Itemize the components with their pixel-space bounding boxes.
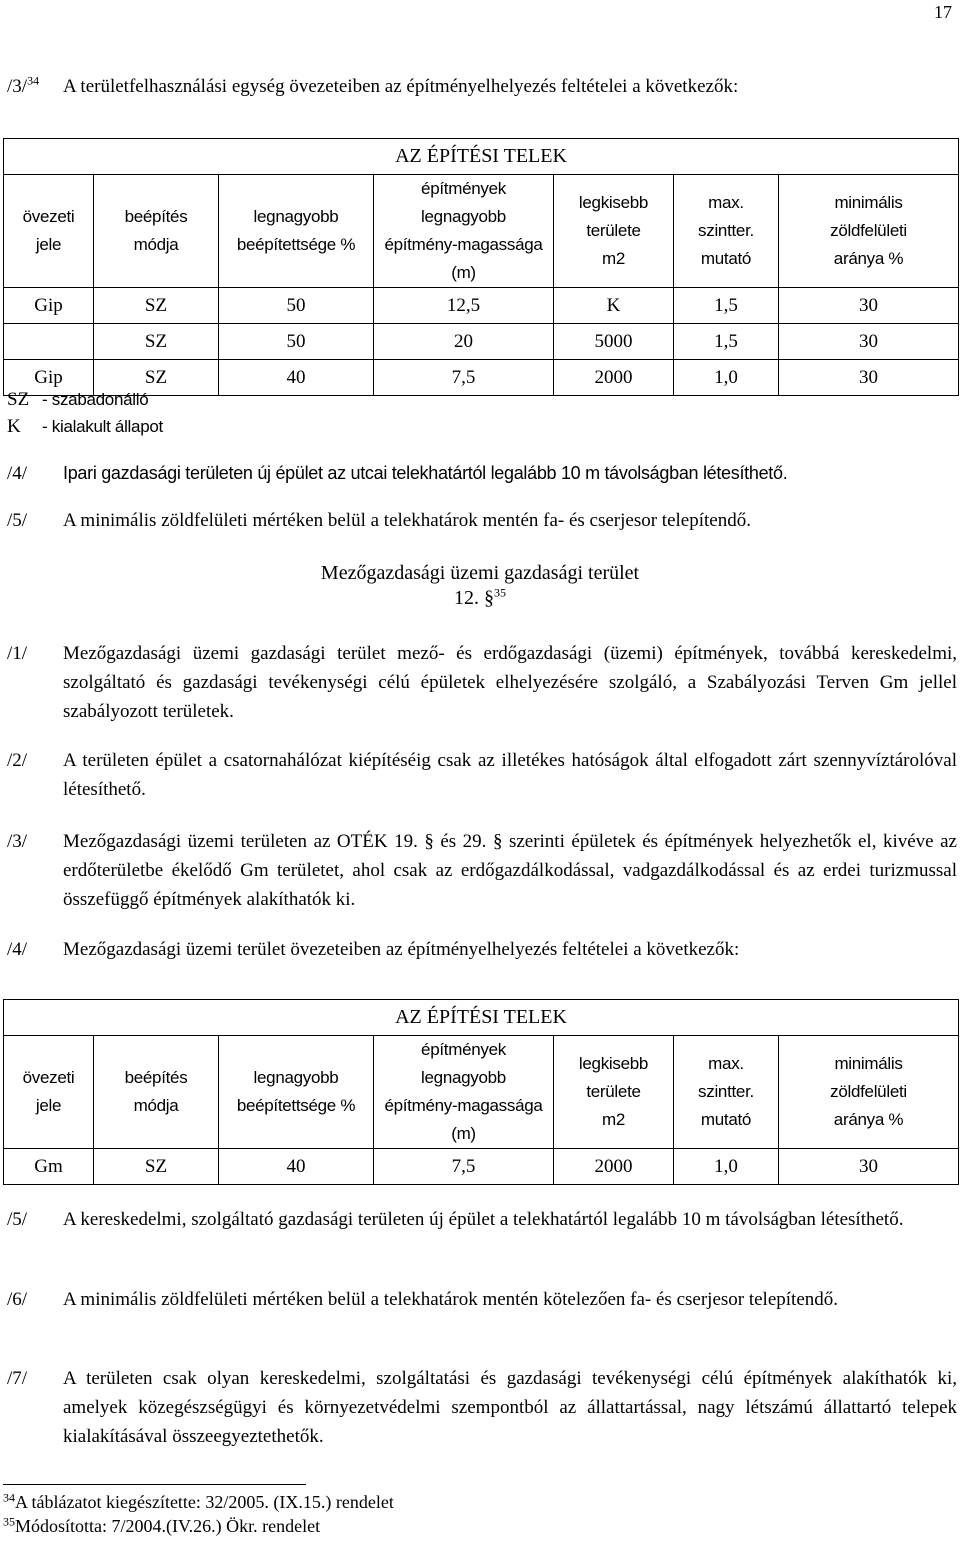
cell-height: 7,5 [374, 1149, 554, 1185]
section-title: Mezőgazdasági üzemi gazdasági terület [320, 562, 640, 584]
section-paragraph-number: 12. §$^{35}$ [454, 585, 506, 609]
section-paragraph-6 [7, 1285, 957, 1314]
paragraph-text: A területen csak olyan kereskedelmi, szolgáltatási és gazdasági tevékenységi célú építmények alakíthatók ki, amelyek közegészségügyi és környezetvédelmi szempontból az állattartással, nagy létszámú állattartó telepek kialakításával összeegyeztethetők. [63, 1368, 957, 1447]
table-row [4, 324, 959, 360]
header-ovezeti-jele: övezeti jele [4, 175, 94, 288]
paragraph-text: A minimális zöldfelületi mértéken belül a telekhatárok mentén kötelezően fa- és cserjesor telepítendő. [63, 1289, 839, 1310]
cell-green: 30 [779, 324, 959, 360]
cell-coverage: 50 [219, 288, 374, 324]
section-paragraph-1 [7, 639, 957, 726]
section-paragraph-5 [7, 1205, 957, 1234]
cell-area: 2000 [554, 360, 674, 396]
footnote-35: $^{35}$Módosította: 7/2004.(IV.26.) Ökr. rendelet [3, 1514, 321, 1536]
cell-height: 20 [374, 324, 554, 360]
header-telekterulet: legkisebb területe m2 [554, 175, 674, 288]
table-row [4, 1149, 959, 1185]
cell-mode: SZ [94, 288, 219, 324]
section-paragraph-7 [7, 1364, 957, 1451]
paragraph-text: A minimális zöldfelületi mértéken belül a telekhatárok mentén fa- és cserjesor telepítendő. [63, 510, 751, 531]
header-telekterulet: legkisebb területe m2 [554, 1036, 674, 1149]
table-title: AZ ÉPÍTÉSI TELEK [4, 139, 959, 175]
paragraph-text: A területfelhasználási egység övezeteiben az építményelhelyezés feltételei a következők: [63, 76, 739, 97]
section-paragraph-2 [7, 746, 957, 804]
cell-mode: SZ [94, 360, 219, 396]
cell-area: 5000 [554, 324, 674, 360]
cell-coverage: 40 [219, 1149, 374, 1185]
footnote-separator [3, 1484, 306, 1485]
cell-ratio: 1,0 [674, 1149, 779, 1185]
cell-zone: Gm [4, 1149, 94, 1185]
paragraph-number: /2/ [7, 750, 28, 771]
cell-coverage: 50 [219, 324, 374, 360]
paragraph-3 [7, 72, 957, 101]
header-epitmenymagassag: építmények legnagyobb építmény-magassága (m) [374, 1036, 554, 1149]
cell-ratio: 1,5 [674, 288, 779, 324]
cell-area: 2000 [554, 1149, 674, 1185]
cell-ratio: 1,0 [674, 360, 779, 396]
cell-zone [4, 324, 94, 360]
paragraph-5 [7, 506, 957, 535]
paragraph-number: /5/ [7, 510, 28, 531]
paragraph-text: Mezőgazdasági üzemi terület övezeteiben az építményelhelyezés feltételei a következők: [63, 939, 740, 960]
header-beepitettseg: legnagyobb beépítettsége % [219, 175, 374, 288]
paragraph-number: /5/ [7, 1209, 28, 1230]
header-szintterulet: max. szintter. mutató [674, 1036, 779, 1149]
table-title: AZ ÉPÍTÉSI TELEK [4, 1000, 959, 1036]
paragraph-number: /4/ [7, 463, 28, 484]
cell-green: 30 [779, 360, 959, 396]
footnote-ref-35[interactable]: 35 [494, 585, 506, 600]
paragraph-text: A kereskedelmi, szolgáltató gazdasági területen új épület a telekhatártól legalább 10 m távolságban létesíthető. [63, 1209, 904, 1230]
table-legend [7, 386, 163, 440]
cell-area: K [554, 288, 674, 324]
legend-item: SZ - szabadonálló [7, 389, 149, 410]
cell-coverage: 40 [219, 360, 374, 396]
paragraph-number: /4/ [7, 939, 28, 960]
paragraph-number: /7/ [7, 1368, 28, 1389]
cell-zone: Gip [4, 288, 94, 324]
header-beepites-modja: beépítés módja [94, 175, 219, 288]
header-epitmenymagassag: építmények legnagyobb építmény-magassága (m) [374, 175, 554, 288]
building-conditions-table-2 [3, 999, 959, 1185]
paragraph-text: Mezőgazdasági üzemi területen az OTÉK 19. § és 29. § szerinti épületek és építmények helyezhetők el, kivéve az erdőterületbe ékelődő Gm területet, ahol csak az erdőgazdálkodással, vadgazdálkodással és az erdei turizmussal összefüggő építmények alakíthatók ki. [63, 831, 957, 910]
header-ovezeti-jele: övezeti jele [4, 1036, 94, 1149]
cell-mode: SZ [94, 1149, 219, 1185]
table-row [4, 288, 959, 324]
section-paragraph-3 [7, 827, 957, 914]
section-paragraph-4 [7, 935, 957, 964]
legend-item: K - kialakult állapot [7, 416, 163, 437]
paragraph-number: /6/ [7, 1289, 28, 1310]
paragraph-number: /3/ [7, 831, 28, 852]
building-conditions-table-1 [3, 138, 959, 396]
paragraph-text: Ipari gazdasági területen új épület az utcai telekhatártól legalább 10 m távolságban létesíthető. [63, 463, 788, 483]
paragraph-text: Mezőgazdasági üzemi gazdasági terület mező- és erdőgazdasági (üzemi) építmények, továbbá kereskedelmi, szolgáltató és gazdasági tevékenységi célú épületek elhelyezésére szolgáló, a Szabályozási Terven Gm jellel szabályozott területek. [63, 643, 957, 722]
paragraph-number: /3/ [7, 76, 28, 97]
header-zoldfelulet: minimális zöldfelületi aránya % [779, 175, 959, 288]
header-beepites-modja: beépítés módja [94, 1036, 219, 1149]
cell-zone: Gip [4, 360, 94, 396]
header-beepitettseg: legnagyobb beépítettsége % [219, 1036, 374, 1149]
paragraph-text: A területen épület a csatornahálózat kiépítéséig csak az illetékes hatóságok által elfogadott zárt szennyvíztárolóval létesíthető. [63, 750, 957, 800]
header-szintterulet: max. szintter. mutató [674, 175, 779, 288]
paragraph-number: /1/ [7, 643, 28, 664]
cell-height: 7,5 [374, 360, 554, 396]
header-zoldfelulet: minimális zöldfelületi aránya % [779, 1036, 959, 1149]
page-number: 17 [934, 2, 952, 22]
cell-height: 12,5 [374, 288, 554, 324]
footnote-ref-34[interactable]: 34 [27, 73, 40, 88]
paragraph-4 [7, 459, 957, 488]
cell-mode: SZ [94, 324, 219, 360]
cell-ratio: 1,5 [674, 324, 779, 360]
cell-green: 30 [779, 288, 959, 324]
cell-green: 30 [779, 1149, 959, 1185]
footnote-34: $^{34}$A táblázatot kiegészítette: 32/2005. (IX.15.) rendelet [3, 1490, 394, 1512]
